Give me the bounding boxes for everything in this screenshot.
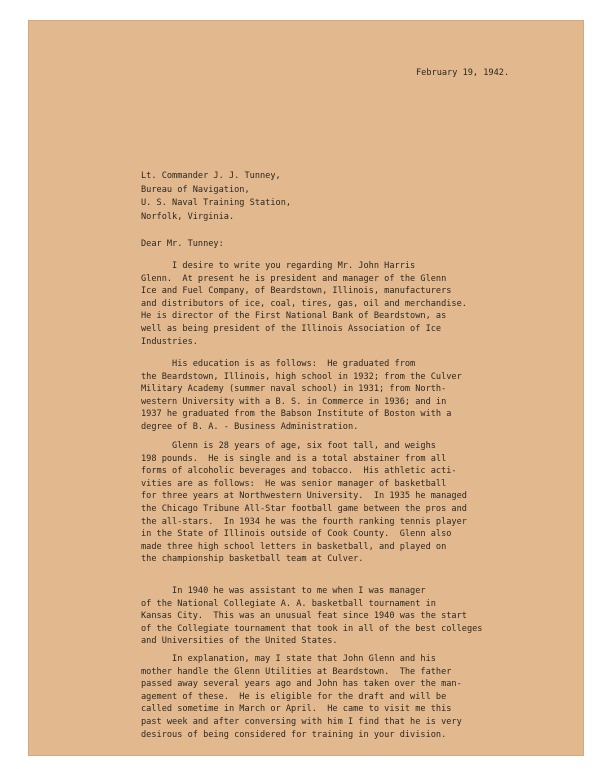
paragraph-line: Ice and Fuel Company, of Beardstown, Illinois, manufacturers (141, 286, 452, 297)
paragraph-line: past week and after conversing with him I find that he is very (141, 716, 462, 727)
paragraph-line: forms of alcoholic beverages and tobacco. His athletic acti- (141, 466, 457, 477)
paragraph-line: Kansas City. This was an unusual feat since 1940 was the start (141, 611, 467, 622)
paragraph-line: called sometime in March or April. He came to visit me this (141, 704, 452, 715)
paragraph-line: made three high school letters in basketball, and played on (141, 541, 447, 552)
salutation: Dear Mr. Tunney: (141, 239, 224, 249)
paragraph-line: degree of B. A. - Business Administration. (141, 421, 359, 432)
paragraph-education (141, 358, 462, 434)
paragraph-line: I desire to write you regarding Mr. John Harris (141, 261, 416, 271)
paragraph-line: Glenn. At present he is president and manager of the Glenn (141, 273, 447, 284)
paragraph-line: and Universities of the United States. (141, 636, 338, 647)
paragraph-line: for three years at Northwestern University. In 1935 he managed (141, 491, 467, 502)
paragraph-line: He is director of the First National Bank of Beardstown, as (141, 311, 447, 322)
paragraph-line: Industries. (141, 336, 198, 347)
paragraph-line: western University with a B. S. in Commerce in 1936; and in (141, 396, 447, 407)
paragraph-line: desirous of being considered for training in your division. (141, 729, 447, 740)
paragraph-background (141, 260, 467, 348)
paragraph-line: the championship basketball team at Culver. (141, 554, 364, 565)
paragraph-line: Military Academy (summer naval school) in 1931; from North- (141, 384, 447, 395)
letter-date: February 19, 1942. (416, 68, 510, 78)
paragraph-line: mother handle the Glenn Utilities at Beardstown. The father (141, 666, 452, 677)
paragraph-line: and distributors of ice, coal, tires, gas, oil and merchandise. (141, 298, 467, 309)
letter-page (28, 20, 584, 756)
recipient-address (141, 170, 291, 224)
paragraph-line: 1937 he graduated from the Babson Institute of Boston with a (141, 409, 452, 420)
paragraph-line: Glenn is 28 years of age, six foot tall, and weighs (141, 441, 436, 451)
address-line: Lt. Commander J. J. Tunney, (141, 171, 281, 181)
address-line: Norfolk, Virginia. (141, 211, 235, 222)
paragraph-line: of the National Collegiate A. A. basketball tournament in (141, 598, 436, 609)
paragraph-line: vities are as follows: He was senior manager of basketball (141, 478, 447, 489)
paragraph-line: passed away several years ago and John has taken over the man- (141, 679, 462, 690)
paragraph-line: the all-stars. In 1934 he was the fourth ranking tennis player (141, 516, 467, 527)
paragraph-tournament (141, 585, 482, 648)
paragraph-line: agement of these. He is eligible for the draft and will be (141, 691, 447, 702)
paragraph-explanation (141, 653, 462, 741)
paragraph-personal-athletics (141, 440, 467, 566)
paragraph-line: the Chicago Tribune All-Star football game between the pros and (141, 503, 467, 514)
address-line: Bureau of Navigation, (141, 184, 250, 195)
paragraph-line: well as being president of the Illinois Association of Ice (141, 323, 442, 334)
paragraph-line: of the Collegiate tournament that took in all of the best colleges (141, 623, 483, 634)
paragraph-line: in the State of Illinois outside of Cook County. Glenn also (141, 529, 452, 540)
paragraph-line: In 1940 he was assistant to me when I was manager (141, 586, 426, 596)
paragraph-line: 198 pounds. He is single and is a total abstainer from all (141, 453, 447, 464)
address-line: U. S. Naval Training Station, (141, 198, 292, 208)
paragraph-line: His education is as follows: He graduated from (141, 359, 416, 369)
paragraph-line: In explanation, may I state that John Glenn and his (141, 654, 436, 664)
paragraph-line: the Beardstown, Illinois, high school in 1932; from the Culver (141, 371, 462, 382)
